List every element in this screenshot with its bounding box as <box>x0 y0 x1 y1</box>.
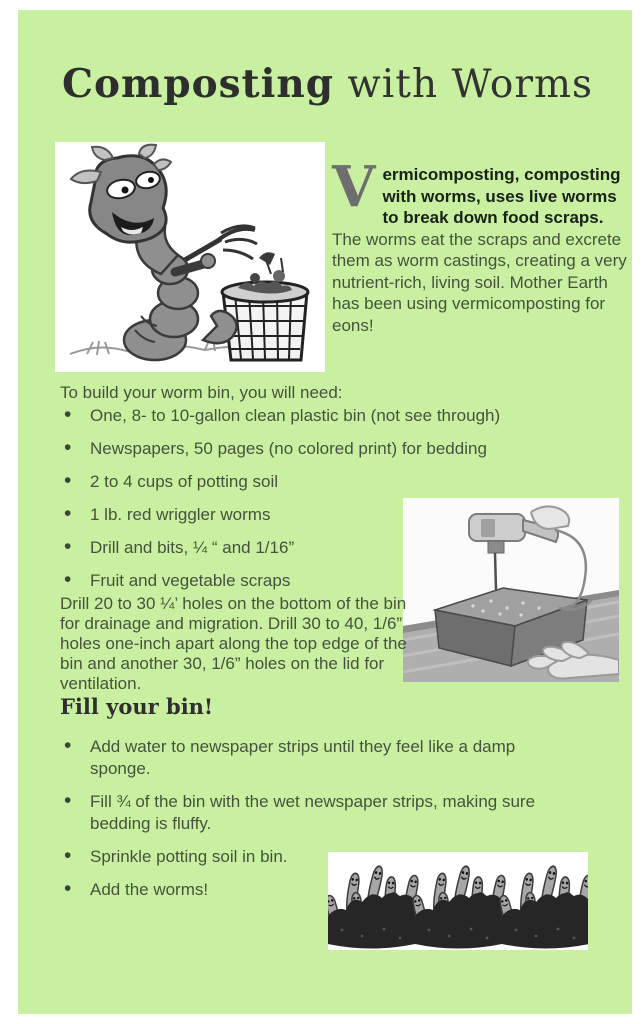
needs-item: • Drill and bits, ¼ “ and 1/16” <box>60 538 608 558</box>
drilling-bin-photo-icon <box>403 498 619 682</box>
page-title-rest: with Worms <box>334 62 594 107</box>
fill-item: • Fill ¾ of the bin with the wet newspaper strips, making sure bedding is fluffy. <box>60 791 568 835</box>
fill-item: • Add the worms! <box>60 879 568 901</box>
needs-item: • 1 lb. red wriggler worms <box>60 505 608 525</box>
green-paper <box>18 10 632 1014</box>
needs-item: • Newspapers, 50 pages (no colored print) for bedding <box>60 439 608 459</box>
worms-group-image <box>328 852 588 950</box>
fill-item: • Sprinkle potting soil in bin. <box>60 846 568 868</box>
intro-regular-text: The worms eat the scraps and excrete them as worm castings, creating a very nutrient-rich, living soil. Mother Earth has been using vermicomposting for eons! <box>332 229 627 335</box>
intro-bold-text: ermicomposting, composting with worms, uses live worms to break down food scraps. <box>382 165 621 227</box>
intro-paragraph <box>332 154 628 336</box>
dropcap-v: V <box>332 154 376 220</box>
needs-item: • One, 8- to 10-gallon clean plastic bin (not see through) <box>60 406 608 426</box>
needs-item: • 2 to 4 cups of potting soil <box>60 472 608 492</box>
page-title-bold: Composting <box>62 61 335 107</box>
worm-cartoon-image <box>55 142 325 372</box>
fill-your-bin-heading: Fill your bin! <box>60 694 214 719</box>
needs-intro-line: To build your worm bin, you will need: <box>60 383 343 402</box>
drill-photo-image <box>403 498 619 682</box>
worm-pitchfork-cartoon-icon <box>55 142 325 372</box>
drill-instructions-paragraph: Drill 20 to 30 ¼’ holes on the bottom of the bin for drainage and migration. Drill 30 to 40, 1/6” holes one-inch apart along the top edge of the bin and another 30, 1/6” holes on the lid for ventilation. <box>60 594 407 693</box>
needs-item: • Fruit and vegetable scraps <box>60 571 608 591</box>
fill-item: • Add water to newspaper strips until they feel like a damp sponge. <box>60 736 568 780</box>
happy-worms-cartoon-icon <box>328 852 588 950</box>
page-title <box>62 60 593 109</box>
